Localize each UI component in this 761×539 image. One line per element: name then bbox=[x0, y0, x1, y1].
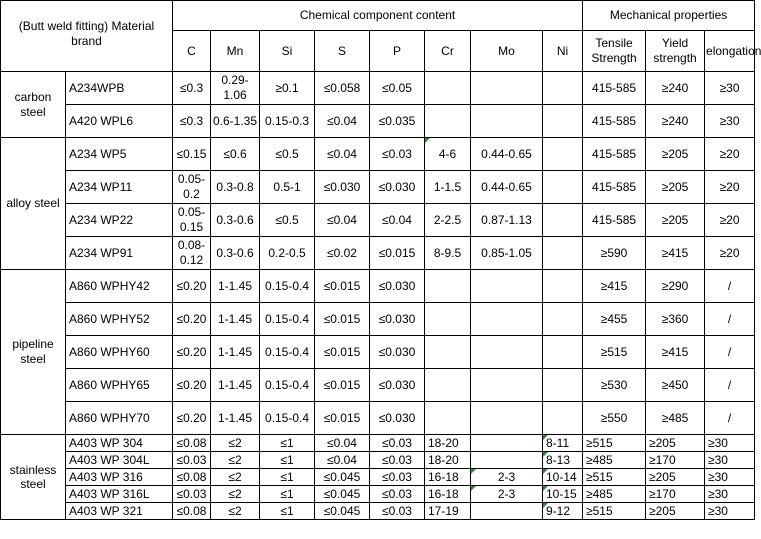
mo-cell bbox=[471, 303, 543, 336]
mo-cell bbox=[471, 452, 543, 469]
s-cell: ≤0.015 bbox=[315, 303, 370, 336]
elongation-cell: ≥20 bbox=[705, 204, 755, 237]
c-cell: ≤0.3 bbox=[173, 72, 211, 105]
mn-cell: ≤2 bbox=[211, 469, 260, 486]
si-cell: ≤1 bbox=[260, 503, 315, 520]
mn-cell: 1-1.45 bbox=[211, 270, 260, 303]
mo-cell: 0.87-1.13 bbox=[471, 204, 543, 237]
p-cell: ≤0.015 bbox=[370, 237, 425, 270]
si-cell: ≤1 bbox=[260, 435, 315, 452]
mn-cell: ≤2 bbox=[211, 435, 260, 452]
ni-cell bbox=[543, 72, 583, 105]
c-cell: ≤0.15 bbox=[173, 138, 211, 171]
cr-cell: 1-1.5 bbox=[425, 171, 471, 204]
p-cell: ≤0.04 bbox=[370, 204, 425, 237]
chemical-content-header: Chemical component content bbox=[173, 1, 583, 31]
p-cell: ≤0.030 bbox=[370, 270, 425, 303]
yield-cell: ≥450 bbox=[646, 369, 705, 402]
cr-cell bbox=[425, 402, 471, 435]
yield-cell: ≥415 bbox=[646, 237, 705, 270]
group-label-stainless-steel: stainless steel bbox=[1, 435, 66, 520]
mo-cell bbox=[471, 72, 543, 105]
grade-cell: A234 WP91 bbox=[66, 237, 173, 270]
mo-cell bbox=[471, 336, 543, 369]
c-cell: ≤0.3 bbox=[173, 105, 211, 138]
table-row bbox=[1, 336, 755, 369]
ni-cell: 10-15 bbox=[543, 486, 583, 503]
yield-cell: ≥170 bbox=[646, 486, 705, 503]
table-row bbox=[1, 72, 755, 105]
c-cell: ≤0.03 bbox=[173, 452, 211, 469]
ni-cell bbox=[543, 336, 583, 369]
grade-cell: A860 WPHY65 bbox=[66, 369, 173, 402]
grade-cell: A403 WP 316 bbox=[66, 469, 173, 486]
grade-cell: A403 WP 316L bbox=[66, 486, 173, 503]
tensile-cell: ≥515 bbox=[583, 503, 646, 520]
c-cell: 0.08-0.12 bbox=[173, 237, 211, 270]
mo-cell: 2-3 bbox=[471, 486, 543, 503]
group-label-pipeline-steel: pipeline steel bbox=[1, 270, 66, 435]
mo-cell: 0.44-0.65 bbox=[471, 171, 543, 204]
tensile-cell: ≥515 bbox=[583, 469, 646, 486]
cr-cell: 2-2.5 bbox=[425, 204, 471, 237]
si-cell: 0.5-1 bbox=[260, 171, 315, 204]
c-cell: ≤0.20 bbox=[173, 369, 211, 402]
cr-cell: 18-20 bbox=[425, 452, 471, 469]
mn-cell: 0.3-0.6 bbox=[211, 237, 260, 270]
p-cell: ≤0.03 bbox=[370, 452, 425, 469]
mo-cell: 2-3 bbox=[471, 469, 543, 486]
table-row bbox=[1, 435, 755, 452]
s-cell: ≤0.015 bbox=[315, 402, 370, 435]
grade-cell: A234 WP5 bbox=[66, 138, 173, 171]
s-cell: ≤0.04 bbox=[315, 138, 370, 171]
cr-cell: 17-19 bbox=[425, 503, 471, 520]
mo-cell bbox=[471, 435, 543, 452]
ni-cell: 8-13 bbox=[543, 452, 583, 469]
c-cell: 0.05-0.2 bbox=[173, 171, 211, 204]
p-cell: ≤0.030 bbox=[370, 303, 425, 336]
s-cell: ≤0.04 bbox=[315, 435, 370, 452]
mn-cell: ≤2 bbox=[211, 503, 260, 520]
table-row bbox=[1, 486, 755, 503]
cr-cell: 18-20 bbox=[425, 435, 471, 452]
p-cell: ≤0.03 bbox=[370, 486, 425, 503]
col-header-s: S bbox=[315, 31, 370, 72]
p-cell: ≤0.030 bbox=[370, 171, 425, 204]
ni-cell bbox=[543, 303, 583, 336]
si-cell: 0.2-0.5 bbox=[260, 237, 315, 270]
table-row bbox=[1, 452, 755, 469]
group-label-alloy-steel: alloy steel bbox=[1, 138, 66, 270]
yield-cell: ≥205 bbox=[646, 469, 705, 486]
c-cell: ≤0.08 bbox=[173, 469, 211, 486]
grade-cell: A234 WP22 bbox=[66, 204, 173, 237]
si-cell: 0.15-0.4 bbox=[260, 303, 315, 336]
p-cell: ≤0.030 bbox=[370, 369, 425, 402]
ni-cell: 9-12 bbox=[543, 503, 583, 520]
mn-cell: 1-1.45 bbox=[211, 303, 260, 336]
mn-cell: 0.6-1.35 bbox=[211, 105, 260, 138]
mo-cell bbox=[471, 105, 543, 138]
yield-cell: ≥205 bbox=[646, 204, 705, 237]
col-header-p: P bbox=[370, 31, 425, 72]
s-cell: ≤0.058 bbox=[315, 72, 370, 105]
mo-cell bbox=[471, 503, 543, 520]
tensile-cell: ≥485 bbox=[583, 486, 646, 503]
mn-cell: 0.29-1.06 bbox=[211, 72, 260, 105]
table-row bbox=[1, 469, 755, 486]
mn-cell: ≤0.6 bbox=[211, 138, 260, 171]
mo-cell bbox=[471, 369, 543, 402]
tensile-cell: ≥590 bbox=[583, 237, 646, 270]
si-cell: ≤1 bbox=[260, 486, 315, 503]
c-cell: ≤0.20 bbox=[173, 270, 211, 303]
mo-cell: 0.44-0.65 bbox=[471, 138, 543, 171]
s-cell: ≤0.015 bbox=[315, 369, 370, 402]
elongation-cell: ≥30 bbox=[705, 503, 755, 520]
c-cell: ≤0.20 bbox=[173, 402, 211, 435]
col-header-cr: Cr bbox=[425, 31, 471, 72]
grade-cell: A420 WPL6 bbox=[66, 105, 173, 138]
cr-cell: 16-18 bbox=[425, 469, 471, 486]
grade-cell: A860 WPHY42 bbox=[66, 270, 173, 303]
c-cell: ≤0.08 bbox=[173, 435, 211, 452]
s-cell: ≤0.04 bbox=[315, 204, 370, 237]
col-header-ni: Ni bbox=[543, 31, 583, 72]
si-cell: ≥0.1 bbox=[260, 72, 315, 105]
cr-cell bbox=[425, 270, 471, 303]
col-header-si: Si bbox=[260, 31, 315, 72]
table-row bbox=[1, 270, 755, 303]
p-cell: ≤0.05 bbox=[370, 72, 425, 105]
ni-cell bbox=[543, 237, 583, 270]
ni-cell bbox=[543, 270, 583, 303]
mn-cell: ≤2 bbox=[211, 486, 260, 503]
table-row bbox=[1, 237, 755, 270]
table-row bbox=[1, 204, 755, 237]
yield-cell: ≥205 bbox=[646, 171, 705, 204]
mn-cell: 1-1.45 bbox=[211, 369, 260, 402]
tensile-cell: 415-585 bbox=[583, 72, 646, 105]
tensile-cell: ≥485 bbox=[583, 452, 646, 469]
si-cell: ≤1 bbox=[260, 452, 315, 469]
yield-cell: ≥290 bbox=[646, 270, 705, 303]
s-cell: ≤0.045 bbox=[315, 469, 370, 486]
yield-cell: ≥205 bbox=[646, 138, 705, 171]
si-cell: ≤0.5 bbox=[260, 138, 315, 171]
mn-cell: ≤2 bbox=[211, 452, 260, 469]
tensile-cell: ≥515 bbox=[583, 336, 646, 369]
tensile-cell: 415-585 bbox=[583, 138, 646, 171]
col-header-yield: Yield strength bbox=[646, 31, 705, 72]
tensile-cell: ≥550 bbox=[583, 402, 646, 435]
si-cell: 0.15-0.4 bbox=[260, 270, 315, 303]
grade-cell: A234 WP11 bbox=[66, 171, 173, 204]
grade-cell: A403 WP 321 bbox=[66, 503, 173, 520]
cr-cell bbox=[425, 105, 471, 138]
col-header-c: C bbox=[173, 31, 211, 72]
c-cell: ≤0.20 bbox=[173, 303, 211, 336]
ni-cell: 8-11 bbox=[543, 435, 583, 452]
table-row bbox=[1, 303, 755, 336]
elongation-cell: ≥20 bbox=[705, 138, 755, 171]
cr-cell: 4-6 bbox=[425, 138, 471, 171]
elongation-cell: ≥20 bbox=[705, 171, 755, 204]
mn-cell: 1-1.45 bbox=[211, 402, 260, 435]
mo-cell: 0.85-1.05 bbox=[471, 237, 543, 270]
p-cell: ≤0.03 bbox=[370, 469, 425, 486]
elongation-cell: ≥30 bbox=[705, 469, 755, 486]
elongation-cell: ≥20 bbox=[705, 237, 755, 270]
elongation-cell: / bbox=[705, 303, 755, 336]
c-cell: 0.05-0.15 bbox=[173, 204, 211, 237]
tensile-cell: 415-585 bbox=[583, 171, 646, 204]
cr-cell bbox=[425, 336, 471, 369]
ni-cell bbox=[543, 369, 583, 402]
elongation-cell: / bbox=[705, 402, 755, 435]
grade-cell: A403 WP 304 bbox=[66, 435, 173, 452]
mechanical-properties-header: Mechanical properties bbox=[583, 1, 755, 31]
c-cell: ≤0.08 bbox=[173, 503, 211, 520]
yield-cell: ≥240 bbox=[646, 105, 705, 138]
col-header-tensile: Tensile Strength bbox=[583, 31, 646, 72]
p-cell: ≤0.035 bbox=[370, 105, 425, 138]
col-header-elongation: elongation bbox=[705, 31, 755, 72]
p-cell: ≤0.03 bbox=[370, 435, 425, 452]
yield-cell: ≥360 bbox=[646, 303, 705, 336]
table-row bbox=[1, 369, 755, 402]
si-cell: 0.15-0.4 bbox=[260, 402, 315, 435]
elongation-cell: / bbox=[705, 336, 755, 369]
elongation-cell: ≥30 bbox=[705, 486, 755, 503]
grade-cell: A860 WPHY70 bbox=[66, 402, 173, 435]
elongation-cell: ≥30 bbox=[705, 72, 755, 105]
material-brand-header: (Butt weld fitting) Material brand bbox=[1, 1, 173, 72]
s-cell: ≤0.045 bbox=[315, 486, 370, 503]
elongation-cell: ≥30 bbox=[705, 452, 755, 469]
mn-cell: 0.3-0.6 bbox=[211, 204, 260, 237]
yield-cell: ≥205 bbox=[646, 435, 705, 452]
ni-cell bbox=[543, 204, 583, 237]
cr-cell bbox=[425, 369, 471, 402]
tensile-cell: ≥455 bbox=[583, 303, 646, 336]
yield-cell: ≥415 bbox=[646, 336, 705, 369]
si-cell: 0.15-0.4 bbox=[260, 369, 315, 402]
grade-cell: A860 WPHY52 bbox=[66, 303, 173, 336]
cr-cell bbox=[425, 303, 471, 336]
grade-cell: A403 WP 304L bbox=[66, 452, 173, 469]
p-cell: ≤0.03 bbox=[370, 138, 425, 171]
cr-cell bbox=[425, 72, 471, 105]
tensile-cell: 415-585 bbox=[583, 204, 646, 237]
ni-cell bbox=[543, 105, 583, 138]
s-cell: ≤0.015 bbox=[315, 336, 370, 369]
mn-cell: 0.3-0.8 bbox=[211, 171, 260, 204]
table-row bbox=[1, 138, 755, 171]
table-row bbox=[1, 171, 755, 204]
tensile-cell: ≥515 bbox=[583, 435, 646, 452]
s-cell: ≤0.04 bbox=[315, 105, 370, 138]
tensile-cell: ≥415 bbox=[583, 270, 646, 303]
tensile-cell: ≥530 bbox=[583, 369, 646, 402]
col-header-mn: Mn bbox=[211, 31, 260, 72]
elongation-cell: ≥30 bbox=[705, 105, 755, 138]
ni-cell bbox=[543, 402, 583, 435]
ni-cell: 10-14 bbox=[543, 469, 583, 486]
mo-cell bbox=[471, 402, 543, 435]
yield-cell: ≥170 bbox=[646, 452, 705, 469]
grade-cell: A234WPB bbox=[66, 72, 173, 105]
mo-cell bbox=[471, 270, 543, 303]
cr-cell: 8-9.5 bbox=[425, 237, 471, 270]
si-cell: ≤1 bbox=[260, 469, 315, 486]
si-cell: 0.15-0.4 bbox=[260, 336, 315, 369]
table-row bbox=[1, 105, 755, 138]
si-cell: ≤0.5 bbox=[260, 204, 315, 237]
s-cell: ≤0.030 bbox=[315, 171, 370, 204]
p-cell: ≤0.030 bbox=[370, 336, 425, 369]
table-row bbox=[1, 503, 755, 520]
si-cell: 0.15-0.3 bbox=[260, 105, 315, 138]
yield-cell: ≥485 bbox=[646, 402, 705, 435]
p-cell: ≤0.030 bbox=[370, 402, 425, 435]
yield-cell: ≥240 bbox=[646, 72, 705, 105]
s-cell: ≤0.015 bbox=[315, 270, 370, 303]
c-cell: ≤0.03 bbox=[173, 486, 211, 503]
table-row bbox=[1, 402, 755, 435]
s-cell: ≤0.045 bbox=[315, 503, 370, 520]
p-cell: ≤0.03 bbox=[370, 503, 425, 520]
s-cell: ≤0.04 bbox=[315, 452, 370, 469]
mn-cell: 1-1.45 bbox=[211, 336, 260, 369]
c-cell: ≤0.20 bbox=[173, 336, 211, 369]
elongation-cell: ≥30 bbox=[705, 435, 755, 452]
cr-cell: 16-18 bbox=[425, 486, 471, 503]
s-cell: ≤0.02 bbox=[315, 237, 370, 270]
grade-cell: A860 WPHY60 bbox=[66, 336, 173, 369]
yield-cell: ≥205 bbox=[646, 503, 705, 520]
col-header-mo: Mo bbox=[471, 31, 543, 72]
ni-cell bbox=[543, 138, 583, 171]
elongation-cell: / bbox=[705, 369, 755, 402]
tensile-cell: 415-585 bbox=[583, 105, 646, 138]
group-label-carbon-steel: carbon steel bbox=[1, 72, 66, 138]
ni-cell bbox=[543, 171, 583, 204]
elongation-cell: / bbox=[705, 270, 755, 303]
